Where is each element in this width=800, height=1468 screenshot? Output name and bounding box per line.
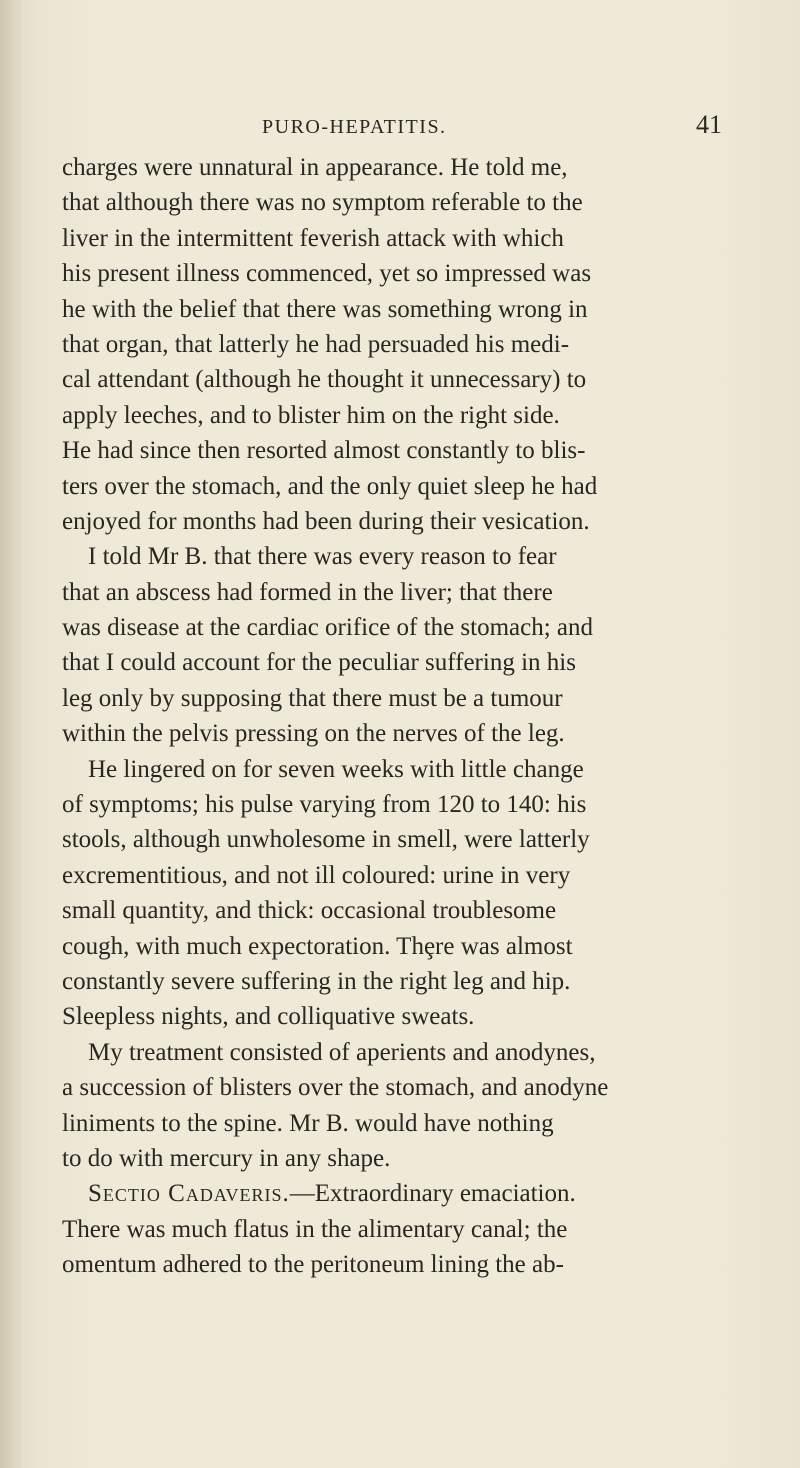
text-line: that although there was no symptom referable to the [62,189,583,217]
sectio-heading: Sectio Cadaveris. [88,1180,290,1208]
text-line: I told Mr B. that there was every reason to fear [88,543,557,571]
sectio-text: —Extraordinary emaciation. [289,1180,576,1208]
text-line: that I could account for the peculiar suffering in his [62,649,576,677]
text-line: He had since then resorted almost constantly to blis- [62,437,586,465]
text-line: apply leeches, and to blister him on the right side. [62,401,560,429]
page-gutter-shadow [0,0,22,1468]
running-title: PURO-HEPATITIS. [262,116,447,138]
page-number: 41 [696,110,722,139]
text-line: to do with mercury in any shape. [62,1144,391,1172]
text-line: leg only by supposing that there must be a tumour [62,684,563,712]
text-line: He lingered on for seven weeks with little change [88,755,584,783]
text-line: liniments to the spine. Mr B. would have nothing [62,1109,554,1137]
text-line: There was much flatus in the alimentary canal; the [62,1215,568,1243]
text-line: small quantity, and thick: occasional troublesome [62,897,557,925]
text-line: charges were unnatural in appearance. He told me, [62,154,568,181]
text-line: that organ, that latterly he had persuaded his medi- [62,330,570,358]
text-line: ters over the stomach, and the only quiet sleep he had [62,472,598,500]
text-line: stools, although unwholesome in smell, were latterly [62,826,590,854]
text-line: omentum adhered to the peritoneum lining the ab- [62,1251,564,1279]
text-line: of symptoms; his pulse varying from 120 to 140: his [62,791,587,819]
body-text [62,150,722,1283]
text-line: excrementitious, and not ill coloured: urine in very [62,861,571,889]
text-line: within the pelvis pressing on the nerves of the leg. [62,720,565,748]
text-line: constantly severe suffering in the right leg and hip. [62,967,571,995]
text-line: My treatment consisted of aperients and anodynes, [88,1038,596,1066]
running-head [262,110,722,144]
sectio-line [62,1176,722,1211]
text-line: his present illness commenced, yet so impressed was [62,260,592,288]
text-line: enjoyed for months had been during their vesication. [62,507,590,535]
text-line: liver in the intermittent feverish attack with which [62,224,564,252]
text-line: a succession of blisters over the stomach, and anodyne [62,1074,609,1102]
text-line: cal attendant (although he thought it unnecessary) to [62,366,587,394]
text-line: cough, with much expectoration. Thȩre was almost [62,932,573,960]
text-line: was disease at the cardiac orifice of the stomach; and [62,614,594,642]
text-line: he with the belief that there was something wrong in [62,295,588,323]
text-line: that an abscess had formed in the liver; that there [62,578,553,606]
text-line: Sleepless nights, and colliquative sweats. [62,1003,475,1031]
